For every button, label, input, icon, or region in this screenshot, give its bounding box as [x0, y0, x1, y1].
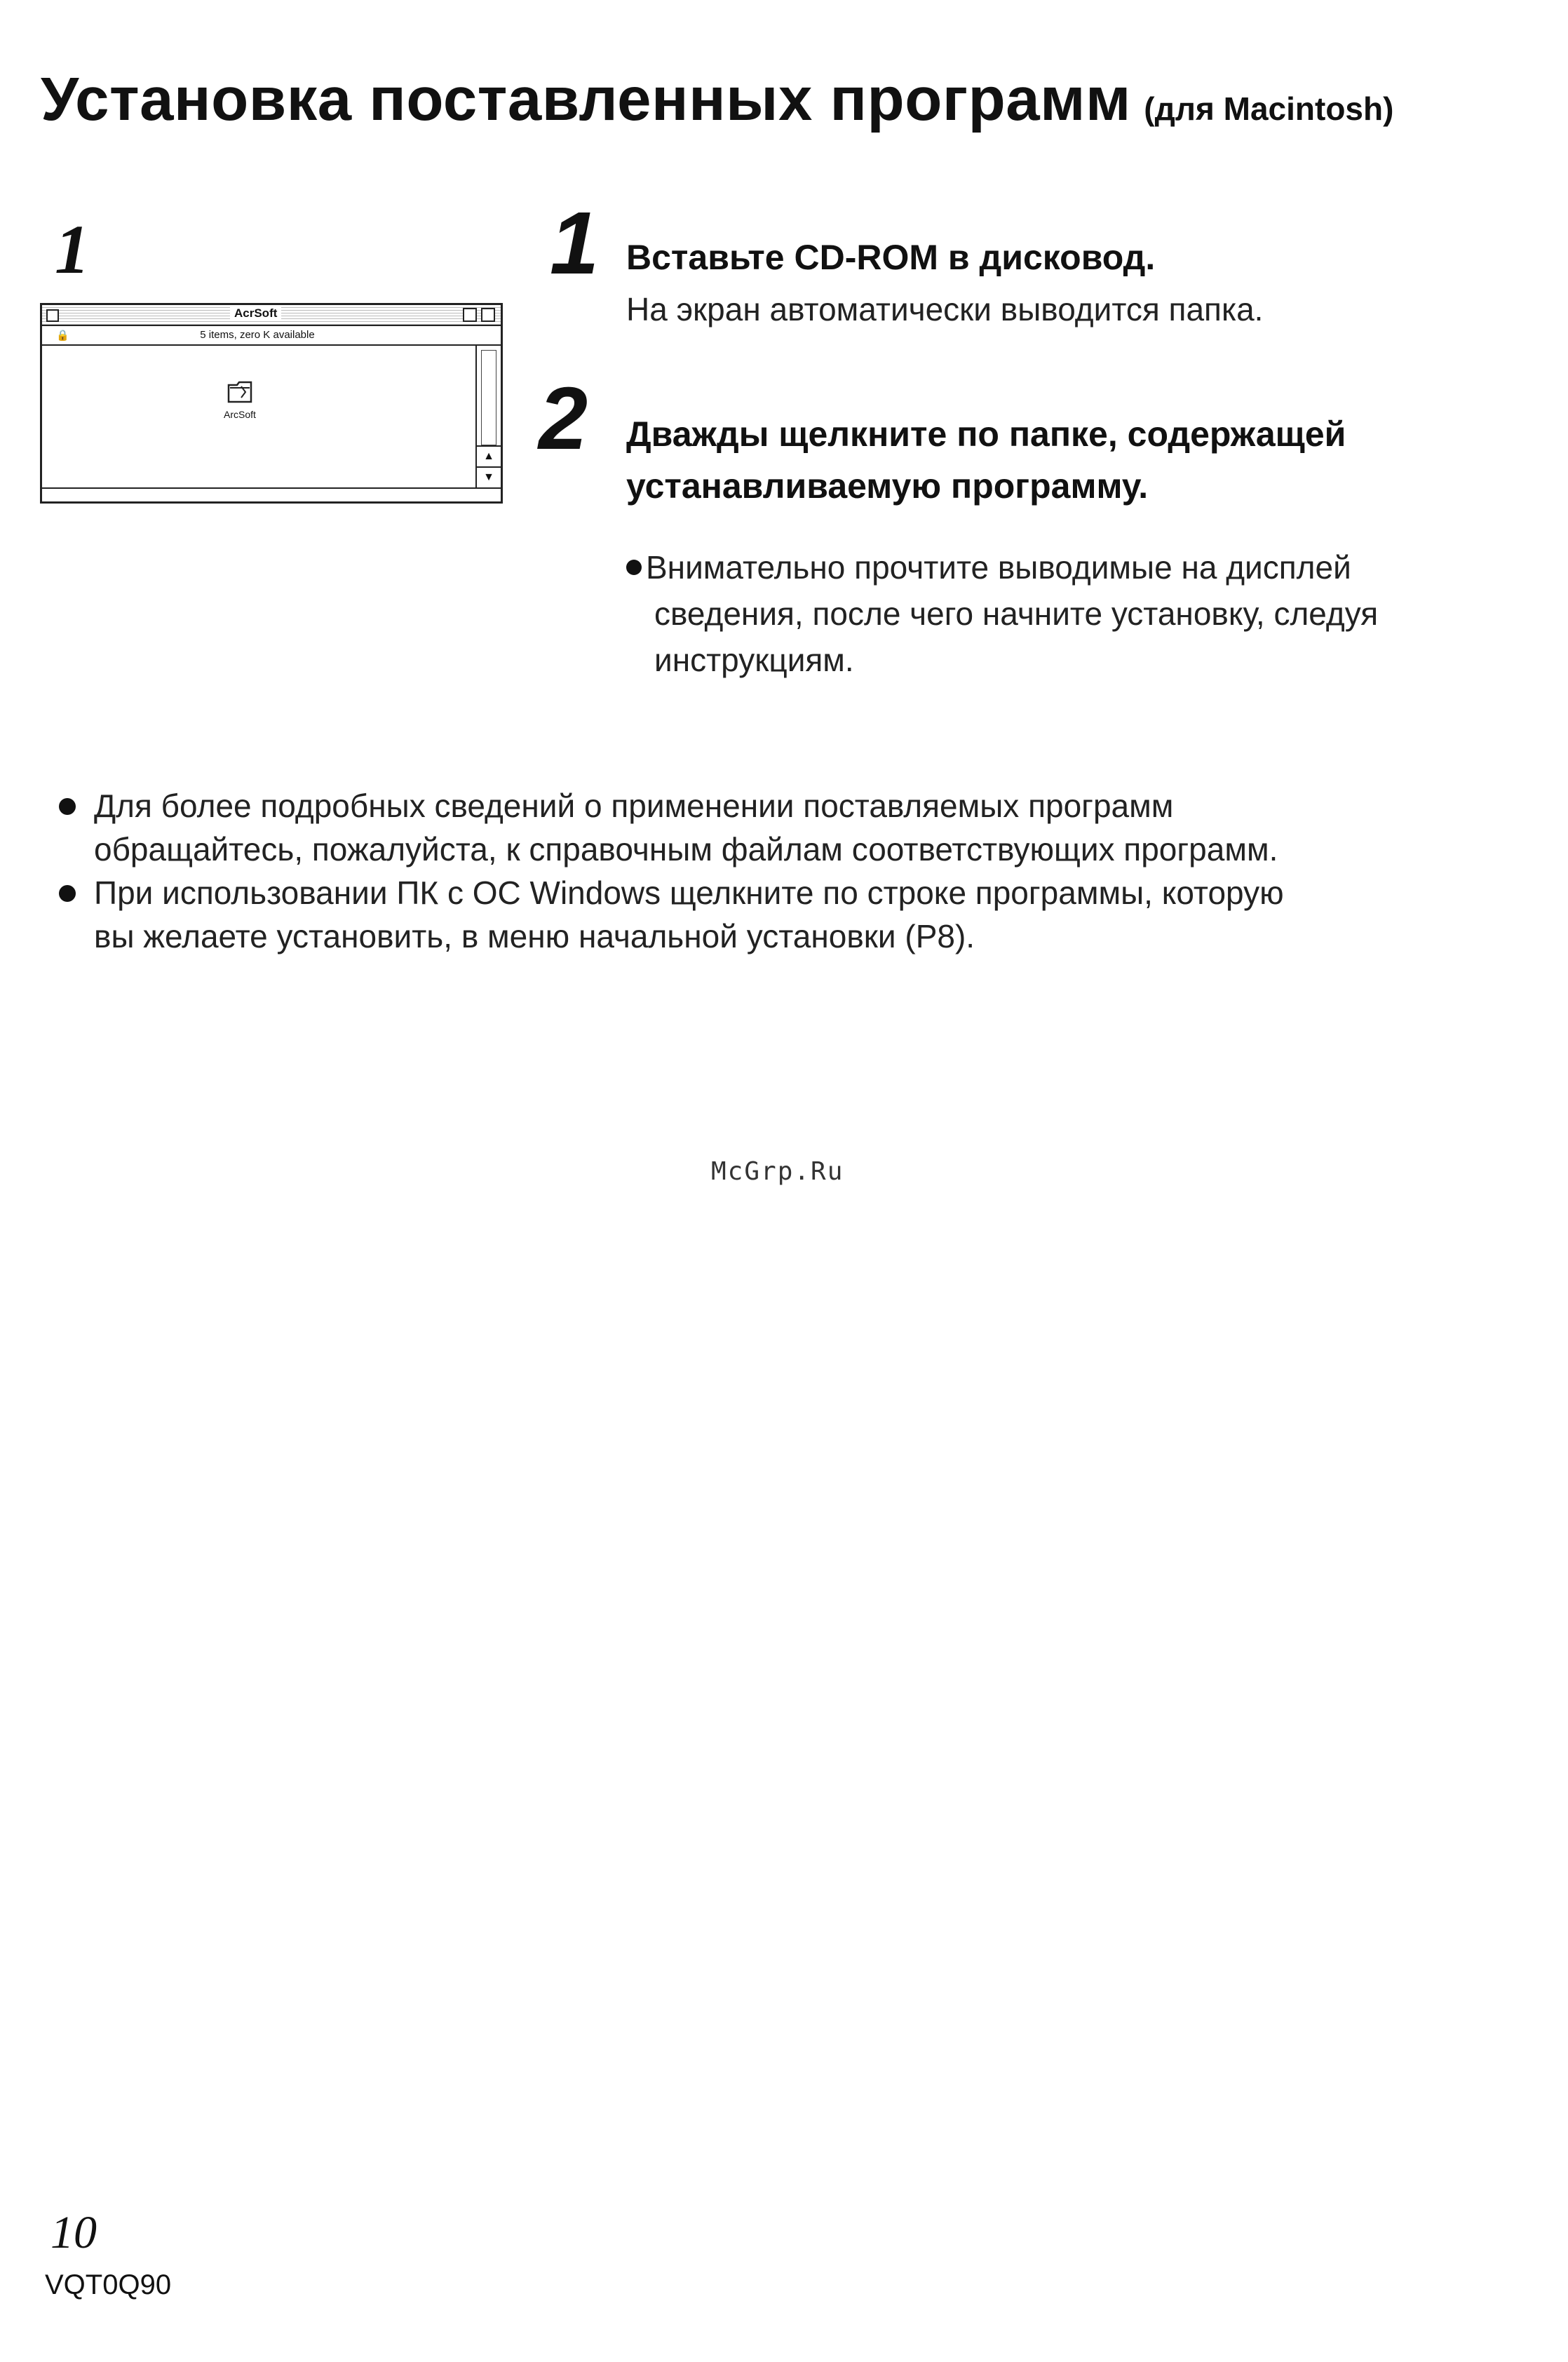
close-box-icon — [46, 309, 59, 322]
window-titlebar — [42, 305, 501, 326]
step-2-number: 2 — [539, 369, 588, 468]
step-2-note-line2: сведения, после чего начните установку, следуя — [654, 595, 1379, 632]
scroll-track — [481, 350, 496, 445]
window-info-text: 5 items, zero K available — [200, 329, 315, 341]
note-2 — [55, 871, 1527, 958]
window-info-bar — [42, 326, 501, 346]
vertical-scrollbar — [475, 346, 501, 487]
figure-step-number: 1 — [55, 210, 90, 288]
scroll-up-arrow-icon: ▲ — [477, 445, 501, 466]
mac-finder-window-illustration — [40, 303, 503, 504]
step-1-body: На экран автоматически выводится папка. — [626, 291, 1264, 328]
bullet-icon — [626, 560, 642, 575]
step-2-note-line3: инструкциям. — [654, 642, 854, 678]
zoom-box-icon — [463, 308, 477, 322]
folder-label: ArcSoft — [224, 409, 256, 420]
note-2-line2: вы желаете установить, в меню начальной установки (P8). — [94, 918, 975, 954]
page-title-sub: (для Macintosh) — [1144, 90, 1394, 127]
note-1-line1: Для более подробных сведений о применении поставляемых программ — [94, 788, 1174, 824]
bullet-icon — [59, 885, 76, 902]
step-1-number: 1 — [550, 194, 600, 292]
step-2-heading-line1: Дважды щелкните по папке, содержащей — [626, 414, 1346, 454]
scroll-down-arrow-icon: ▼ — [477, 466, 501, 487]
note-1-line2: обращайтесь, пожалуйста, к справочным файлам соответствующих программ. — [94, 831, 1278, 868]
page-number: 10 — [50, 2207, 97, 2258]
step-2-heading — [626, 408, 1346, 512]
folder-item — [219, 377, 261, 420]
step-2-heading-line2: устанавливаемую программу. — [626, 466, 1149, 506]
window-title: AcrSoft — [230, 306, 281, 320]
folder-icon — [224, 377, 255, 407]
watermark: McGrp.Ru — [711, 1157, 844, 1186]
horizontal-scrollbar — [42, 487, 501, 501]
step-2-note-line1: Внимательно прочтите выводимые на дисплей — [646, 549, 1351, 586]
step-2-note — [626, 544, 1545, 683]
step-1-heading: Вставьте CD-ROM в дисковод. — [626, 238, 1156, 277]
page-title — [41, 65, 1393, 135]
page-title-main: Установка поставленных программ — [41, 65, 1131, 133]
document-code: VQT0Q90 — [45, 2269, 172, 2300]
note-2-line1: При использовании ПК с ОС Windows щелкните по строке программы, которую — [94, 875, 1284, 911]
collapse-box-icon — [481, 308, 495, 322]
bullet-icon — [59, 798, 76, 815]
lock-icon: 🔒 — [56, 330, 69, 342]
window-content — [42, 346, 475, 487]
note-1 — [55, 784, 1527, 871]
